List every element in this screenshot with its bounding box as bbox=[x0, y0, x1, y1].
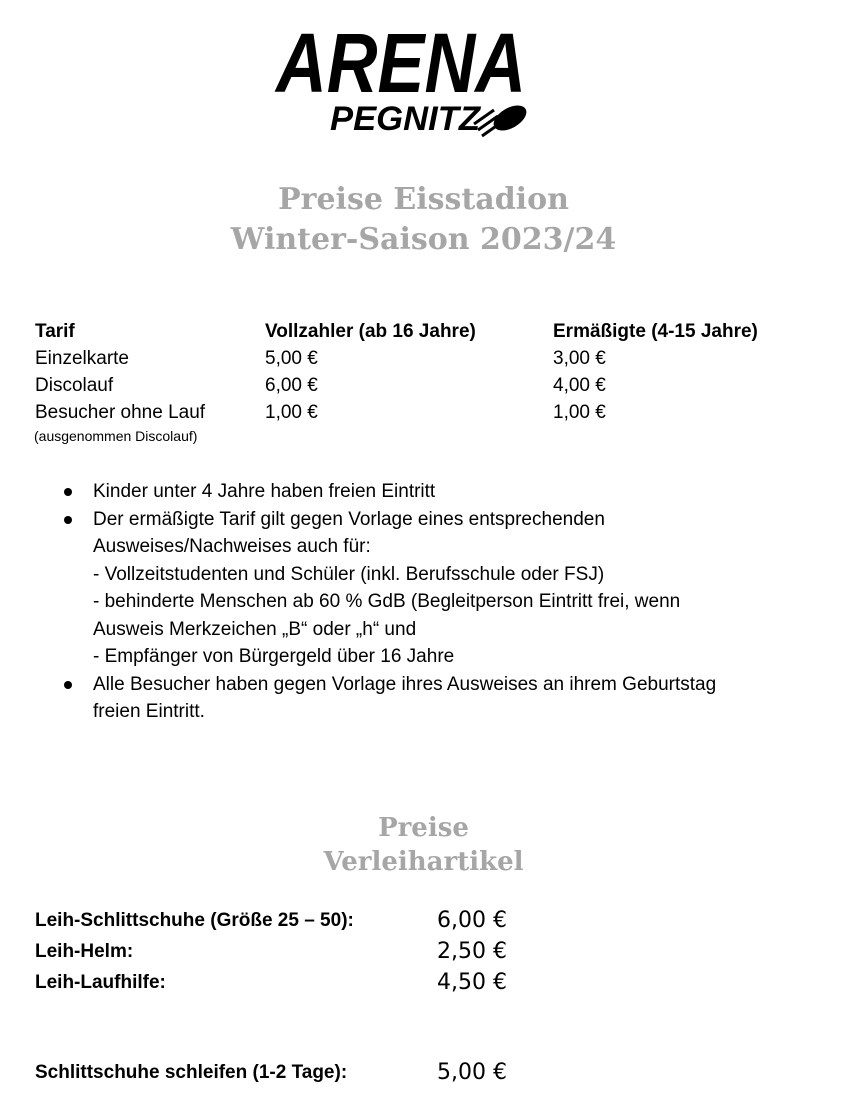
row-price-full: 6,00 € bbox=[265, 375, 318, 396]
page-title: Preise Eisstadion bbox=[278, 182, 569, 217]
header-ermaessigte: Ermäßigte (4-15 Jahre) bbox=[553, 321, 758, 342]
service-item-price: 5,00 € bbox=[437, 1060, 507, 1085]
header-tarif: Tarif bbox=[35, 321, 75, 342]
row-price-reduced: 4,00 € bbox=[553, 375, 606, 396]
page-subtitle: Winter-Saison 2023/24 bbox=[230, 222, 617, 257]
rental-section-subtitle: Verleihartikel bbox=[323, 847, 524, 877]
rental-item-price: 4,50 € bbox=[437, 970, 507, 995]
info-bullet-list bbox=[60, 478, 780, 726]
list-item-line: Alle Besucher haben gegen Vorlage ihres Ausweises an ihrem Geburtstag bbox=[93, 673, 717, 695]
bullet-icon bbox=[64, 681, 72, 689]
rental-item-label: Leih-Schlittschuhe (Größe 25 – 50): bbox=[35, 910, 354, 931]
list-item-line: - Vollzeitstudenten und Schüler (inkl. Berufsschule oder FSJ) bbox=[93, 563, 605, 585]
list-item-line: Ausweises/Nachweises auch für: bbox=[93, 536, 371, 557]
rental-item-label: Leih-Laufhilfe: bbox=[35, 972, 166, 993]
list-item-line: - Empfänger von Bürgergeld über 16 Jahre bbox=[93, 646, 455, 667]
rental-item-label: Leih-Helm: bbox=[35, 941, 134, 962]
list-item-line: Ausweis Merkzeichen „B“ oder „h“ und bbox=[93, 618, 417, 640]
list-item bbox=[60, 506, 780, 671]
table-note: (ausgenommen Discolauf) bbox=[34, 428, 198, 444]
row-price-reduced: 1,00 € bbox=[553, 402, 606, 423]
service-item-label: Schlittschuhe schleifen (1-2 Tage): bbox=[35, 1062, 348, 1083]
logo-word-arena: ARENA bbox=[274, 16, 526, 110]
row-price-full: 5,00 € bbox=[265, 348, 318, 369]
list-item-line: Kinder unter 4 Jahre haben freien Eintritt bbox=[93, 481, 436, 502]
header-vollzahler: Vollzahler (ab 16 Jahre) bbox=[265, 321, 476, 342]
row-label: Discolauf bbox=[35, 375, 114, 396]
bullet-icon bbox=[64, 488, 72, 496]
row-label: Einzelkarte bbox=[35, 348, 129, 369]
list-item-line: - behinderte Menschen ab 60 % GdB (Begleitperson Eintritt frei, wenn bbox=[93, 591, 681, 612]
list-item bbox=[60, 671, 780, 726]
rental-section-title: Preise bbox=[378, 813, 469, 843]
rental-item-price: 2,50 € bbox=[437, 939, 507, 964]
row-label: Besucher ohne Lauf bbox=[35, 402, 206, 423]
rental-item-price: 6,00 € bbox=[437, 908, 507, 933]
row-price-reduced: 3,00 € bbox=[553, 348, 606, 369]
list-item-line: freien Eintritt. bbox=[93, 701, 205, 722]
logo-word-pegnitz: PEGNITZ bbox=[330, 100, 482, 138]
row-price-full: 1,00 € bbox=[265, 402, 318, 423]
list-item-line: Der ermäßigte Tarif gilt gegen Vorlage eines entsprechenden bbox=[93, 508, 605, 530]
arena-pegnitz-logo bbox=[272, 12, 536, 142]
bullet-icon bbox=[64, 516, 72, 524]
list-item bbox=[60, 478, 780, 506]
